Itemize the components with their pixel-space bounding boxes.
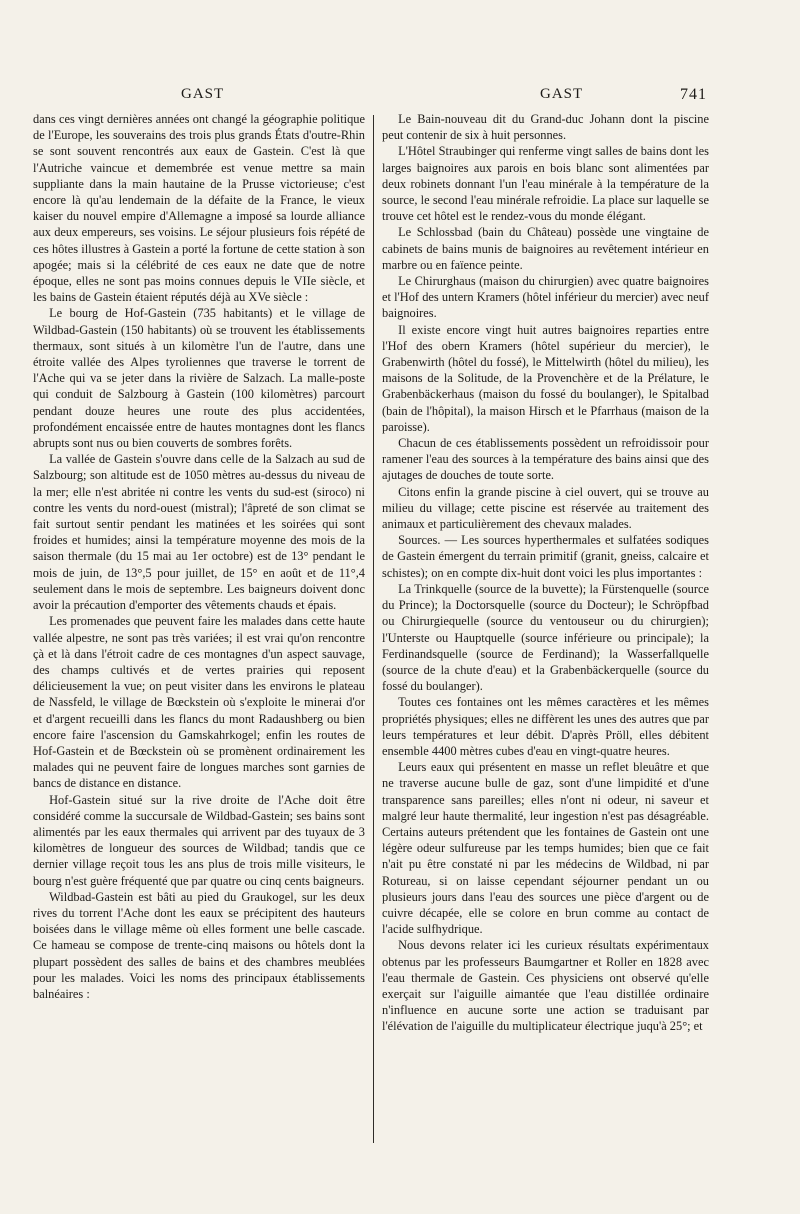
paragraph: Il existe encore vingt huit autres baignoires reparties entre l'Hof des obern Kramers (hôtel supérieur du mercier), le Grabenwirth (hôtel du fossé), le Mittelwirth (hôtel du milieu), les maisons de la Solitude, de la Provenchère et de la Prélature, le Grabenbäckerhaus (maison du fossé du boulanger), le Spitalbad (bain de l'hôpital), la maison Hirsch et le Pfarrhaus (maison de la paroisse). — [382, 322, 709, 434]
paragraph: La Trinkquelle (source de la buvette); la Fürstenquelle (source du Prince); la Doctorsquelle (source du Docteur); le Schröpfbad ou Chirurgiequelle (source du ventouseur ou du chirurgien); l'Unterste ou Hauptquelle (source inférieure ou principale); la Ferdinandsquelle (source de Ferdinand); la Wasserfallquelle (source de la chute d'eau) et la Grabenbäckerquelle (source du fossé du boulanger). — [382, 581, 709, 694]
paragraph: Sources. — Les sources hyperthermales et sulfatées sodiques de Gastein émergent du terrain primitif (granit, gneiss, calcaire et schistes); on en compte dix-huit dont voici les plus importantes : — [382, 533, 709, 580]
column-divider — [373, 115, 374, 1143]
paragraph: Le Chirurghaus (maison du chirurgien) avec quatre baignoires et l'Hof des untern Kramers (hôtel inférieur du mercier) avec neuf baignoires. — [382, 274, 709, 321]
right-column — [382, 111, 709, 1035]
paragraph: La vallée de Gastein s'ouvre dans celle de la Salzach au sud de Salzbourg; son altitude est de 1050 mètres au-dessus du niveau de la mer; elle n'est abritée ni contre les vents du sud-est (siroco) ni contre les vents du nord-ouest (mistral); l'âpreté de son climat se fait surtout sentir pendant les matinées et les soirées qui sont froides et humides; ainsi la température moyenne des mois de la saison thermale (du 15 mai au 1er octobre) est de 13° pendant le mois de juin, de 13°,5 pour juillet, de 15° en août et de 11°,4 seulement dans le mois de septembre. Les baigneurs doivent donc avoir la précaution d'emporter des vêtements chauds et épais. — [33, 452, 365, 613]
paragraph: L'Hôtel Straubinger qui renferme vingt salles de bains dont les larges baignoires aux parois en bois blanc sont alimentées par deux robinets donnant l'un l'eau minérale à la température de la source, le second l'eau minérale refroidie. La place sur laquelle se trouve cet hôtel est le rendez-vous du monde élégant. — [382, 144, 709, 224]
page-number: 741 — [680, 86, 707, 103]
paragraph: Le Bain-nouveau dit du Grand-duc Johann dont la piscine peut contenir de six à huit personnes. — [382, 112, 709, 143]
paragraph: Les promenades que peuvent faire les malades dans cette haute vallée alpestre, ne sont pas très variées; il est vrai qu'on rencontre çà et là dans l'étroit cadre de ces montagnes d'un aspect sauvage, des champs cultivés et de vertes prairies qui reposent délicieusement la vue; on peut visiter dans les environs le plateau de Nassfeld, le village de Bœckstein où s'exploite le minerai d'or et d'argent recueilli dans les flancs du mont Radaushberg ou bien encore faire l'ascension du Gamskahrkogel; enfin les routes de Hof-Gastein et de Bœckstein où se promènent ordinairement les malades qui ne peuvent faire de longues marches sont garnies de bancs de distance en distance. — [33, 614, 365, 791]
right-running-title: GAST — [540, 86, 584, 102]
left-running-title: GAST — [181, 86, 225, 102]
paragraph: Leurs eaux qui présentent en masse un reflet bleuâtre et que ne traverse aucune bulle de gaz, sont d'une limpidité et d'une transparence sans pareilles; elles n'ont ni odeur, ni saveur et malgré leur haute thermalité, leur ingestion n'est pas désagréable. Certains auteurs prétendent que les fontaines de Gastein ont une légère odeur sulfureuse par les temps humides; bien que ce fait n'ait pu être constaté ni par les médecins de Wildbad, ni par Rotureau, si on laisse cependant séjourner pendant un ou plusieurs jours dans l'eau des sources une pièce d'argent ou de cuivre décapée, elle se colore en brun comme au contact de l'acide sulfhydrique. — [382, 760, 709, 937]
paragraph: Hof-Gastein situé sur la rive droite de l'Ache doit être considéré comme la succursale de Wildbad-Gastein; ses bains sont alimentés par les eaux thermales qui arrivent par des tuyaux de 3 kilomètres de longueur des sources de Wildbad; tandis que ce dernier village reçoit tous les ans plus de trois mille visiteurs, le bourg n'est guère fréquenté que par quatre ou cinq cents baigneurs. — [33, 792, 365, 888]
paragraph: Toutes ces fontaines ont les mêmes caractères et les mêmes propriétés physiques; elles ne diffèrent les unes des autres que par leurs températures et leur débit. D'après Pröll, elles débitent ensemble 4400 mètres cubes d'eau en vingt-quatre heures. — [382, 695, 709, 758]
running-header — [0, 86, 800, 110]
paragraph: dans ces vingt dernières années ont changé la géographie politique de l'Europe, les souverains des trois plus grands États d'outre-Rhin se sont souvent rencontrés aux eaux de Gastein. C'est là que l'Autriche vaincue et demembrée est venue mettre sa main suppliante dans la main hautaine de la Prusse victorieuse; c'est encore là qu'au lendemain de la défaite de la France, le vieux kaiser du nouvel empire d'Allemagne a imposé sa lourde alliance aux deux empereurs, ses voisins. Le séjour plusieurs fois répété de ces hôtes illustres à Gastein a porté la fortune de cette station à son apogée; mais si la célébrité de ces eaux ne date que de notre époque, elles ne sont pas moins connues depuis le VIIe siècle, et les bains de Gastein étaient réputés déjà au XVe siècle : — [33, 112, 365, 305]
left-column — [33, 111, 365, 1002]
paragraph: Chacun de ces établissements possèdent un refroidissoir pour ramener l'eau des sources à la température des bains ainsi que des ajutages de douches de toute sorte. — [382, 436, 709, 483]
paragraph: Citons enfin la grande piscine à ciel ouvert, qui se trouve au milieu du village; cette piscine est réservée au traitement des animaux et particulièrement des chevaux malades. — [382, 484, 709, 532]
paragraph: Nous devons relater ici les curieux résultats expérimentaux obtenus par les professeurs Baumgartner et Roller en 1828 avec l'eau thermale de Gastein. Ces physiciens ont observé qu'elle exerçait sur l'aiguille aimantée que l'eau distillée ordinaire n'influence en aucune sorte une action se traduisant par l'élévation de l'aiguille du multiplicateur électrique juqu'à 25°; et — [382, 938, 709, 1034]
paragraph: Wildbad-Gastein est bâti au pied du Graukogel, sur les deux rives du torrent l'Ache dont les eaux se précipitent des hauteurs boisées dans le village même où elles forment une belle cascade. Ce hameau se compose de trente-cinq maisons ou hôtels dont la plupart possèdent des salles de bains et des chambres meublées pour les malades. Voici les noms des principaux établissements balnéaires : — [33, 889, 365, 1001]
paragraph: Le Schlossbad (bain du Château) possède une vingtaine de cabinets de bains munis de baignoires au revêtement intérieur en marbre ou en faïence peinte. — [382, 225, 709, 272]
paragraph: Le bourg de Hof-Gastein (735 habitants) et le village de Wildbad-Gastein (150 habitants) où se trouvent les établissements thermaux, sont situés à un kilomètre l'un de l'autre, dans une étroite vallée des Alpes tyroliennes que traverse le torrent de l'Ache qui va se jeter dans la rivière de Salzach. La malle-poste qui conduit de Salzbourg à Gastein (100 kilomètres) parcourt pendant douze heures une route des plus accidentées, profondément encaissée entre de hautes montagnes dont les flancs abrupts sont nus ou bien couverts de sombres forêts. — [33, 306, 365, 451]
